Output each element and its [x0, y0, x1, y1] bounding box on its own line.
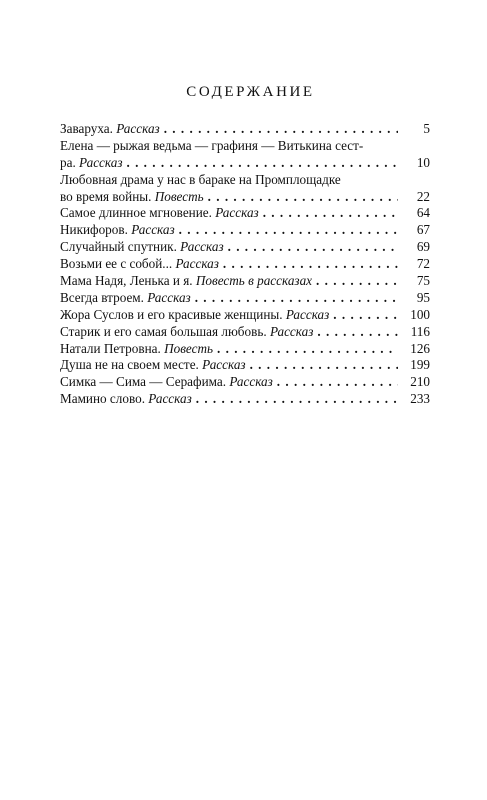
toc-entry-page-number: 233 [410, 391, 430, 407]
toc-entry-text [60, 324, 313, 341]
toc-dot-leader [164, 121, 398, 138]
toc-entry-title: Елена — рыжая ведьма — графиня — Витькина сест- [60, 137, 364, 153]
toc-entry-title: Заваруха. [60, 121, 113, 136]
toc-entry-page-number: 22 [416, 188, 430, 204]
toc-entry-title: Никифоров. [60, 222, 128, 238]
toc-entry-genre: Рассказ [269, 323, 314, 339]
toc-dot-leader [250, 357, 398, 374]
toc-entry-page-number: 72 [416, 256, 430, 272]
toc-entry-line [60, 391, 430, 408]
toc-entry-title: Мамино слово. [60, 391, 145, 407]
toc-list [60, 121, 430, 408]
toc-entry-title: Случайный спутник. [60, 239, 177, 255]
toc-entry-title: Жора Суслов и его красивые женщины. [60, 306, 283, 322]
toc-entry-genre: Рассказ [180, 239, 224, 255]
toc-entry-text [60, 189, 204, 206]
toc-entry-title: Всегда втроем. [60, 289, 144, 305]
toc-entry-page-number: 116 [410, 323, 430, 339]
toc-entry-genre: Повесть в рассказах [195, 273, 313, 289]
toc-entry-line [60, 189, 430, 206]
toc-entry-line [60, 222, 430, 239]
toc-entry-line [60, 256, 430, 273]
toc-entry-genre: Повесть [164, 340, 213, 356]
toc-entry-line [60, 205, 430, 222]
toc-dot-leader [277, 374, 398, 391]
toc-entry-page-number: 64 [416, 205, 430, 221]
toc-entry-genre: Рассказ [229, 374, 273, 390]
toc-entry-text [60, 172, 341, 189]
toc-entry-text [60, 155, 122, 172]
toc-dot-leader [217, 341, 398, 358]
toc-entry-text [60, 205, 259, 222]
toc-dot-leader [333, 307, 398, 324]
toc-entry-line [60, 357, 430, 374]
toc-entry-page-number: 5 [423, 121, 430, 136]
toc-entry-line [60, 273, 430, 290]
toc-entry-title: Мама Надя, Ленька и я. [60, 273, 193, 289]
toc-entry-line [60, 341, 430, 358]
toc-entry-title: Возьми ее с собой... [60, 256, 173, 272]
toc-entry-text [60, 391, 192, 408]
toc-dot-leader [126, 155, 398, 172]
toc-entry-line [60, 307, 430, 324]
toc-entry-genre: Рассказ [202, 357, 246, 373]
toc-entry-title: ра. [60, 154, 76, 170]
toc-entry-page-number: 199 [410, 357, 430, 373]
toc-entry-text [60, 138, 363, 155]
toc-entry-line [60, 121, 430, 138]
toc-entry-text [60, 222, 175, 239]
toc-dot-leader [196, 391, 398, 408]
toc-entry-text [60, 307, 329, 324]
toc-entry-line [60, 239, 430, 256]
toc-dot-leader [195, 290, 398, 307]
toc-entry-page-number: 75 [416, 273, 430, 289]
toc-entry-genre: Рассказ [285, 306, 330, 322]
toc-entry-line [60, 138, 430, 155]
toc-entry-page-number: 10 [416, 154, 430, 170]
toc-entry-text [60, 374, 273, 391]
toc-entry-page-number: 210 [410, 374, 430, 390]
page-title: СОДЕРЖАНИЕ [186, 84, 315, 100]
toc-entry-text [60, 341, 213, 358]
toc-entry-genre: Рассказ [148, 391, 192, 407]
toc-entry-text [60, 357, 246, 374]
toc-entry-page-number: 69 [416, 239, 430, 255]
toc-entry-line [60, 172, 430, 189]
toc-entry-genre: Рассказ [116, 121, 160, 136]
toc-entry-text [60, 273, 312, 290]
toc-dot-leader [316, 273, 398, 290]
toc-entry-text [60, 290, 191, 307]
toc-entry-title: Старик и его самая большая любовь. [60, 323, 267, 339]
toc-entry-genre: Рассказ [131, 222, 175, 238]
toc-dot-leader [228, 239, 398, 256]
toc-entry-page-number: 95 [416, 289, 430, 305]
toc-entry-page-number: 67 [416, 222, 430, 238]
toc-entry-genre: Повесть [154, 188, 204, 204]
toc-entry-genre: Рассказ [175, 256, 219, 272]
toc-dot-leader [263, 205, 398, 222]
toc-entry-genre: Рассказ [215, 205, 259, 221]
toc-entry-title: Любовная драма у нас в бараке на Промплощадке [60, 171, 341, 187]
toc-dot-leader [223, 256, 398, 273]
toc-entry-title: Самое длинное мгновение. [60, 205, 212, 221]
toc-entry-title: во время войны. [60, 188, 152, 204]
toc-dot-leader [208, 189, 398, 206]
toc-entry-text [60, 239, 224, 256]
toc-entry-line [60, 290, 430, 307]
toc-dot-leader [179, 222, 398, 239]
toc-entry-title: Натали Петровна. [60, 340, 161, 356]
toc-entry-line [60, 374, 430, 391]
toc-entry-title: Душа не на своем месте. [60, 357, 199, 373]
toc-entry-genre: Рассказ [147, 289, 191, 305]
toc-entry-line [60, 324, 430, 341]
toc-entry-text [60, 256, 219, 273]
toc-dot-leader [317, 324, 398, 341]
toc-entry-text [60, 121, 160, 138]
toc-entry-page-number: 100 [410, 306, 430, 322]
toc-entry-genre: Рассказ [79, 154, 123, 170]
toc-entry-page-number: 126 [410, 340, 430, 356]
toc-entry-title: Симка — Сима — Серафима. [60, 374, 227, 390]
toc-entry-line [60, 155, 430, 172]
